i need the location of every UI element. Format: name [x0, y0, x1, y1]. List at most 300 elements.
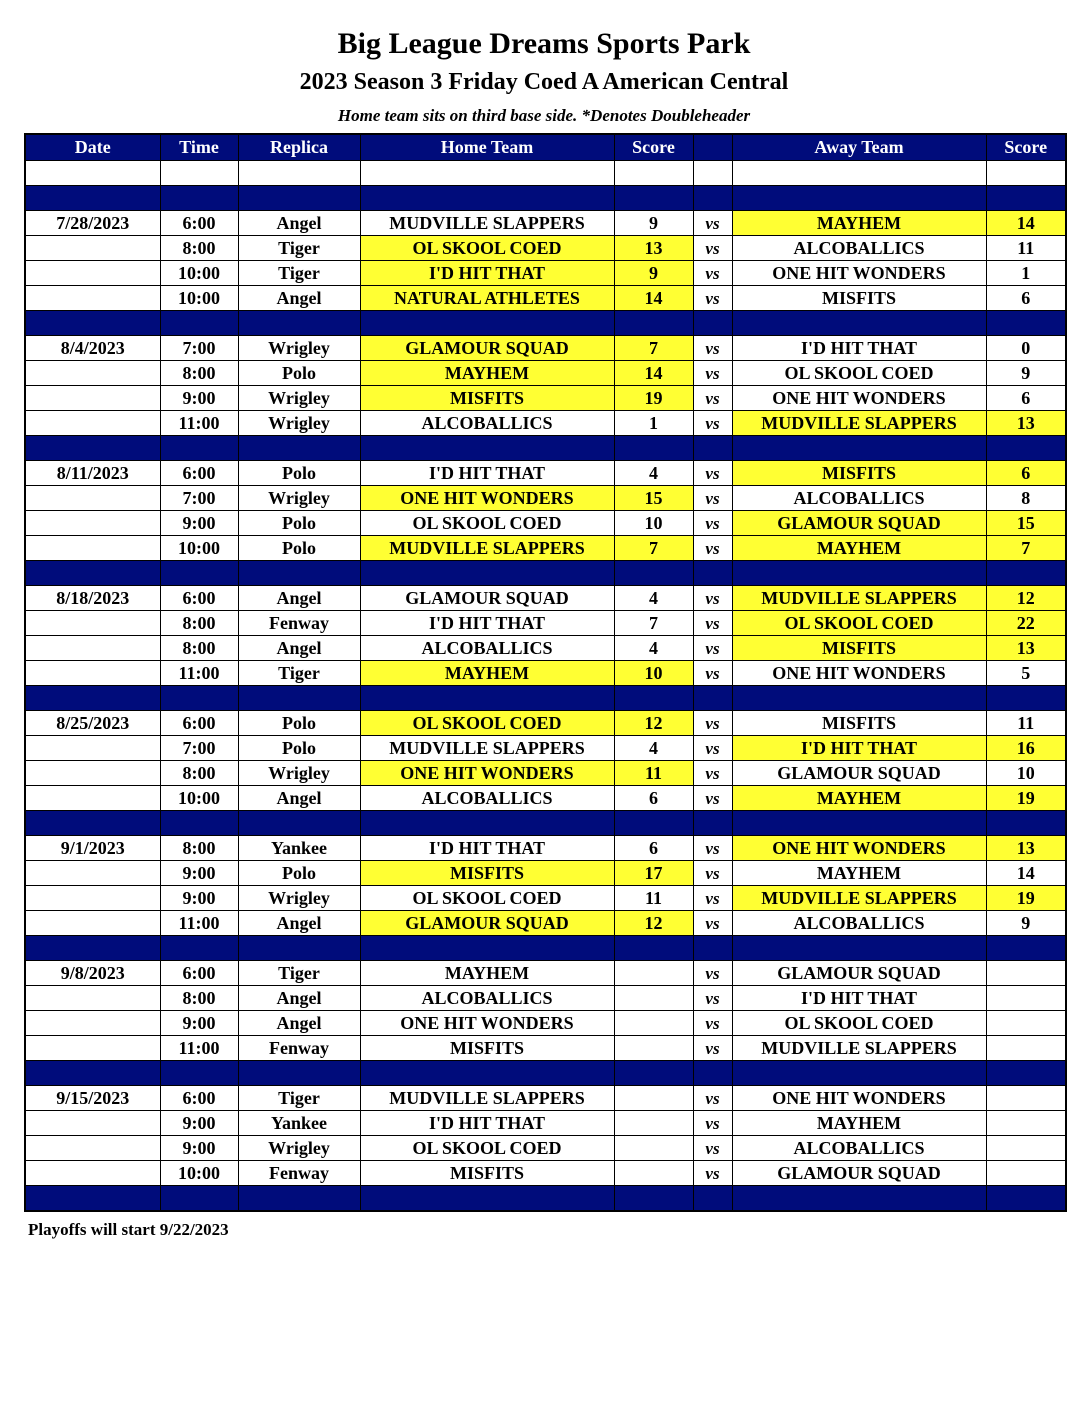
- game-date: 9/15/2023: [25, 1086, 160, 1111]
- home-team: NATURAL ATHLETES: [360, 286, 614, 311]
- week-separator-row-cell: [614, 186, 693, 211]
- spacer-row-cell: [693, 161, 732, 186]
- game-time: 6:00: [160, 461, 238, 486]
- game-date: [25, 1161, 160, 1186]
- game-date: [25, 636, 160, 661]
- game-row: [25, 836, 1066, 861]
- home-team: MUDVILLE SLAPPERS: [360, 1086, 614, 1111]
- game-time: 9:00: [160, 1111, 238, 1136]
- away-team: I'D HIT THAT: [732, 986, 986, 1011]
- home-score: 4: [614, 736, 693, 761]
- week-separator-row: [25, 936, 1066, 961]
- home-score: 4: [614, 461, 693, 486]
- week-separator-row-cell: [693, 811, 732, 836]
- game-replica: Fenway: [238, 1036, 360, 1061]
- away-score: [986, 1136, 1066, 1161]
- away-team: ONE HIT WONDERS: [732, 836, 986, 861]
- away-score: 15: [986, 511, 1066, 536]
- home-team: GLAMOUR SQUAD: [360, 911, 614, 936]
- vs-label: vs: [693, 261, 732, 286]
- week-separator-row-cell: [25, 1186, 160, 1212]
- col-header-vs: [693, 134, 732, 161]
- schedule-table: [24, 133, 1067, 1212]
- game-time: 8:00: [160, 611, 238, 636]
- home-team: MISFITS: [360, 1161, 614, 1186]
- week-separator-row-cell: [25, 686, 160, 711]
- game-replica: Angel: [238, 636, 360, 661]
- away-team: I'D HIT THAT: [732, 336, 986, 361]
- vs-label: vs: [693, 336, 732, 361]
- game-replica: Angel: [238, 786, 360, 811]
- game-replica: Polo: [238, 711, 360, 736]
- away-score: 9: [986, 361, 1066, 386]
- spacer-row-cell: [238, 161, 360, 186]
- week-separator-row-cell: [238, 436, 360, 461]
- spacer-row-cell: [732, 161, 986, 186]
- game-row: [25, 1136, 1066, 1161]
- away-team: MUDVILLE SLAPPERS: [732, 586, 986, 611]
- vs-label: vs: [693, 461, 732, 486]
- away-team: OL SKOOL COED: [732, 1011, 986, 1036]
- game-row: [25, 611, 1066, 636]
- game-time: 10:00: [160, 536, 238, 561]
- away-score: [986, 986, 1066, 1011]
- home-score: 11: [614, 886, 693, 911]
- week-separator-row-cell: [160, 186, 238, 211]
- page-subtitle: 2023 Season 3 Friday Coed A American Central: [299, 69, 789, 95]
- week-separator-row-cell: [732, 686, 986, 711]
- home-team: MAYHEM: [360, 361, 614, 386]
- game-date: [25, 511, 160, 536]
- week-separator-row-cell: [986, 1186, 1066, 1212]
- vs-label: vs: [693, 411, 732, 436]
- week-separator-row-cell: [360, 811, 614, 836]
- col-header-home-score: Score: [614, 134, 693, 161]
- away-score: [986, 1161, 1066, 1186]
- game-replica: Fenway: [238, 611, 360, 636]
- game-row: [25, 861, 1066, 886]
- vs-label: vs: [693, 661, 732, 686]
- away-team: MISFITS: [732, 711, 986, 736]
- vs-label: vs: [693, 736, 732, 761]
- game-row: [25, 261, 1066, 286]
- spacer-row-cell: [160, 161, 238, 186]
- week-separator-row-cell: [614, 311, 693, 336]
- home-team: I'D HIT THAT: [360, 1111, 614, 1136]
- away-score: 12: [986, 586, 1066, 611]
- week-separator-row-cell: [614, 936, 693, 961]
- game-date: 8/18/2023: [25, 586, 160, 611]
- week-separator-row-cell: [986, 186, 1066, 211]
- week-separator-row-cell: [614, 561, 693, 586]
- week-separator-row-cell: [25, 936, 160, 961]
- vs-label: vs: [693, 511, 732, 536]
- game-row: [25, 211, 1066, 236]
- home-score: [614, 1086, 693, 1111]
- week-separator-row-cell: [693, 561, 732, 586]
- week-separator-row-cell: [238, 811, 360, 836]
- game-row: [25, 711, 1066, 736]
- spacer-row: [25, 161, 1066, 186]
- away-team: ALCOBALLICS: [732, 1136, 986, 1161]
- home-team: MISFITS: [360, 386, 614, 411]
- game-replica: Angel: [238, 211, 360, 236]
- vs-label: vs: [693, 386, 732, 411]
- game-row: [25, 486, 1066, 511]
- week-separator-row-cell: [732, 936, 986, 961]
- page-title: Big League Dreams Sports Park: [337, 27, 751, 60]
- week-separator-row-cell: [160, 436, 238, 461]
- away-score: 6: [986, 386, 1066, 411]
- game-time: 9:00: [160, 511, 238, 536]
- home-team: OL SKOOL COED: [360, 236, 614, 261]
- home-score: [614, 1011, 693, 1036]
- game-time: 6:00: [160, 1086, 238, 1111]
- game-time: 10:00: [160, 786, 238, 811]
- week-separator-row-cell: [25, 186, 160, 211]
- home-team: OL SKOOL COED: [360, 1136, 614, 1161]
- home-score: 7: [614, 336, 693, 361]
- game-replica: Wrigley: [238, 486, 360, 511]
- week-separator-row-cell: [238, 311, 360, 336]
- game-row: [25, 586, 1066, 611]
- vs-label: vs: [693, 986, 732, 1011]
- week-separator-row-cell: [693, 311, 732, 336]
- home-score: 17: [614, 861, 693, 886]
- game-date: 8/11/2023: [25, 461, 160, 486]
- vs-label: vs: [693, 1161, 732, 1186]
- schedule-note: Home team sits on third base side. *Denotes Doubleheader: [337, 106, 751, 125]
- home-team: ALCOBALLICS: [360, 786, 614, 811]
- game-date: [25, 1011, 160, 1036]
- away-team: GLAMOUR SQUAD: [732, 1161, 986, 1186]
- home-score: [614, 1136, 693, 1161]
- vs-label: vs: [693, 636, 732, 661]
- home-score: 12: [614, 911, 693, 936]
- game-replica: Wrigley: [238, 1136, 360, 1161]
- home-team: I'D HIT THAT: [360, 461, 614, 486]
- away-team: MAYHEM: [732, 786, 986, 811]
- week-separator-row-cell: [732, 1186, 986, 1212]
- away-team: ONE HIT WONDERS: [732, 386, 986, 411]
- away-team: MAYHEM: [732, 536, 986, 561]
- week-separator-row-cell: [986, 311, 1066, 336]
- game-time: 9:00: [160, 1136, 238, 1161]
- away-score: [986, 1011, 1066, 1036]
- week-separator-row: [25, 1186, 1066, 1212]
- game-replica: Yankee: [238, 1111, 360, 1136]
- away-score: [986, 1036, 1066, 1061]
- vs-label: vs: [693, 486, 732, 511]
- game-date: 8/4/2023: [25, 336, 160, 361]
- home-team: I'D HIT THAT: [360, 611, 614, 636]
- game-date: [25, 886, 160, 911]
- game-row: [25, 886, 1066, 911]
- away-score: 11: [986, 711, 1066, 736]
- home-score: 14: [614, 286, 693, 311]
- game-date: 9/8/2023: [25, 961, 160, 986]
- vs-label: vs: [693, 911, 732, 936]
- game-replica: Angel: [238, 1011, 360, 1036]
- away-score: 7: [986, 536, 1066, 561]
- week-separator-row-cell: [238, 561, 360, 586]
- vs-label: vs: [693, 886, 732, 911]
- home-team: MUDVILLE SLAPPERS: [360, 736, 614, 761]
- home-score: [614, 961, 693, 986]
- game-time: 9:00: [160, 1011, 238, 1036]
- game-row: [25, 286, 1066, 311]
- vs-label: vs: [693, 536, 732, 561]
- game-date: [25, 411, 160, 436]
- vs-label: vs: [693, 786, 732, 811]
- vs-label: vs: [693, 1036, 732, 1061]
- away-score: 0: [986, 336, 1066, 361]
- vs-label: vs: [693, 1086, 732, 1111]
- game-time: 10:00: [160, 1161, 238, 1186]
- game-replica: Wrigley: [238, 411, 360, 436]
- game-date: 7/28/2023: [25, 211, 160, 236]
- game-row: [25, 461, 1066, 486]
- game-row: [25, 786, 1066, 811]
- game-date: [25, 236, 160, 261]
- home-team: ALCOBALLICS: [360, 411, 614, 436]
- col-header-time: Time: [160, 134, 238, 161]
- away-team: OL SKOOL COED: [732, 611, 986, 636]
- home-score: 12: [614, 711, 693, 736]
- week-separator-row-cell: [238, 1061, 360, 1086]
- game-replica: Tiger: [238, 1086, 360, 1111]
- col-header-away-score: Score: [986, 134, 1066, 161]
- away-score: 16: [986, 736, 1066, 761]
- game-row: [25, 1011, 1066, 1036]
- vs-label: vs: [693, 236, 732, 261]
- game-row: [25, 736, 1066, 761]
- away-team: MAYHEM: [732, 1111, 986, 1136]
- game-date: [25, 786, 160, 811]
- home-team: MISFITS: [360, 1036, 614, 1061]
- spacer-row-cell: [360, 161, 614, 186]
- game-time: 7:00: [160, 486, 238, 511]
- away-team: OL SKOOL COED: [732, 361, 986, 386]
- vs-label: vs: [693, 711, 732, 736]
- away-team: MUDVILLE SLAPPERS: [732, 1036, 986, 1061]
- game-date: [25, 1111, 160, 1136]
- game-time: 9:00: [160, 386, 238, 411]
- week-separator-row-cell: [160, 311, 238, 336]
- week-separator-row-cell: [732, 186, 986, 211]
- week-separator-row-cell: [693, 1061, 732, 1086]
- away-score: 9: [986, 911, 1066, 936]
- away-team: ALCOBALLICS: [732, 486, 986, 511]
- home-team: MUDVILLE SLAPPERS: [360, 536, 614, 561]
- home-team: MISFITS: [360, 861, 614, 886]
- week-separator-row-cell: [614, 1186, 693, 1212]
- week-separator-row: [25, 811, 1066, 836]
- home-score: 13: [614, 236, 693, 261]
- game-date: 8/25/2023: [25, 711, 160, 736]
- week-separator-row-cell: [360, 936, 614, 961]
- away-team: MAYHEM: [732, 861, 986, 886]
- week-separator-row-cell: [160, 936, 238, 961]
- home-score: 7: [614, 611, 693, 636]
- game-time: 10:00: [160, 261, 238, 286]
- away-team: GLAMOUR SQUAD: [732, 961, 986, 986]
- away-score: 1: [986, 261, 1066, 286]
- week-separator-row-cell: [986, 811, 1066, 836]
- game-row: [25, 1086, 1066, 1111]
- game-time: 6:00: [160, 586, 238, 611]
- home-team: MAYHEM: [360, 661, 614, 686]
- week-separator-row-cell: [986, 436, 1066, 461]
- week-separator-row-cell: [693, 436, 732, 461]
- game-row: [25, 761, 1066, 786]
- game-replica: Yankee: [238, 836, 360, 861]
- game-time: 9:00: [160, 886, 238, 911]
- game-row: [25, 511, 1066, 536]
- game-time: 8:00: [160, 761, 238, 786]
- away-team: GLAMOUR SQUAD: [732, 511, 986, 536]
- game-row: [25, 911, 1066, 936]
- col-header-away-team: Away Team: [732, 134, 986, 161]
- game-time: 10:00: [160, 286, 238, 311]
- week-separator-row: [25, 561, 1066, 586]
- away-score: 14: [986, 211, 1066, 236]
- game-replica: Wrigley: [238, 386, 360, 411]
- game-time: 8:00: [160, 986, 238, 1011]
- week-separator-row-cell: [160, 561, 238, 586]
- game-row: [25, 1036, 1066, 1061]
- game-replica: Tiger: [238, 261, 360, 286]
- game-row: [25, 1161, 1066, 1186]
- game-date: [25, 1036, 160, 1061]
- home-team: ONE HIT WONDERS: [360, 761, 614, 786]
- week-separator-row-cell: [614, 436, 693, 461]
- vs-label: vs: [693, 836, 732, 861]
- week-separator-row-cell: [732, 1061, 986, 1086]
- game-date: [25, 736, 160, 761]
- week-separator-row-cell: [25, 811, 160, 836]
- game-row: [25, 386, 1066, 411]
- spacer-row-cell: [986, 161, 1066, 186]
- game-replica: Angel: [238, 586, 360, 611]
- vs-label: vs: [693, 286, 732, 311]
- week-separator-row-cell: [614, 686, 693, 711]
- game-replica: Angel: [238, 286, 360, 311]
- week-separator-row-cell: [986, 561, 1066, 586]
- game-replica: Wrigley: [238, 761, 360, 786]
- playoffs-note: Playoffs will start 9/22/2023: [28, 1220, 229, 1239]
- away-score: 19: [986, 886, 1066, 911]
- vs-label: vs: [693, 761, 732, 786]
- away-team: MUDVILLE SLAPPERS: [732, 411, 986, 436]
- game-date: [25, 261, 160, 286]
- game-replica: Angel: [238, 911, 360, 936]
- home-team: GLAMOUR SQUAD: [360, 336, 614, 361]
- home-team: OL SKOOL COED: [360, 711, 614, 736]
- week-separator-row: [25, 186, 1066, 211]
- home-score: [614, 1161, 693, 1186]
- game-time: 6:00: [160, 961, 238, 986]
- week-separator-row-cell: [160, 686, 238, 711]
- away-score: 19: [986, 786, 1066, 811]
- home-team: MUDVILLE SLAPPERS: [360, 211, 614, 236]
- away-team: MAYHEM: [732, 211, 986, 236]
- game-date: [25, 761, 160, 786]
- game-time: 11:00: [160, 411, 238, 436]
- game-row: [25, 411, 1066, 436]
- game-replica: Angel: [238, 986, 360, 1011]
- game-date: [25, 661, 160, 686]
- game-row: [25, 536, 1066, 561]
- week-separator-row-cell: [360, 436, 614, 461]
- away-score: 13: [986, 636, 1066, 661]
- week-separator-row-cell: [360, 1061, 614, 1086]
- away-team: ALCOBALLICS: [732, 911, 986, 936]
- game-row: [25, 636, 1066, 661]
- game-replica: Polo: [238, 361, 360, 386]
- week-separator-row-cell: [732, 436, 986, 461]
- week-separator-row-cell: [25, 1061, 160, 1086]
- col-header-home-team: Home Team: [360, 134, 614, 161]
- game-time: 8:00: [160, 361, 238, 386]
- home-score: 9: [614, 211, 693, 236]
- col-header-date: Date: [25, 134, 160, 161]
- game-date: [25, 861, 160, 886]
- away-score: [986, 1086, 1066, 1111]
- game-replica: Tiger: [238, 236, 360, 261]
- home-score: 19: [614, 386, 693, 411]
- week-separator-row-cell: [732, 561, 986, 586]
- col-header-replica: Replica: [238, 134, 360, 161]
- week-separator-row-cell: [986, 686, 1066, 711]
- game-time: 8:00: [160, 836, 238, 861]
- schedule-body: [25, 161, 1066, 1212]
- home-score: 15: [614, 486, 693, 511]
- vs-label: vs: [693, 361, 732, 386]
- home-team: ALCOBALLICS: [360, 986, 614, 1011]
- away-score: 11: [986, 236, 1066, 261]
- week-separator-row-cell: [614, 1061, 693, 1086]
- game-date: [25, 911, 160, 936]
- game-replica: Polo: [238, 511, 360, 536]
- vs-label: vs: [693, 1111, 732, 1136]
- away-team: I'D HIT THAT: [732, 736, 986, 761]
- home-score: 11: [614, 761, 693, 786]
- home-score: 10: [614, 511, 693, 536]
- week-separator-row: [25, 686, 1066, 711]
- away-team: MISFITS: [732, 461, 986, 486]
- away-score: 13: [986, 411, 1066, 436]
- game-time: 6:00: [160, 711, 238, 736]
- home-score: [614, 1111, 693, 1136]
- vs-label: vs: [693, 1136, 732, 1161]
- week-separator-row-cell: [160, 1186, 238, 1212]
- week-separator-row-cell: [238, 1186, 360, 1212]
- away-team: ONE HIT WONDERS: [732, 1086, 986, 1111]
- vs-label: vs: [693, 611, 732, 636]
- away-team: GLAMOUR SQUAD: [732, 761, 986, 786]
- header-row: [25, 134, 1066, 161]
- week-separator-row-cell: [25, 436, 160, 461]
- week-separator-row-cell: [693, 186, 732, 211]
- game-replica: Tiger: [238, 961, 360, 986]
- away-team: MISFITS: [732, 286, 986, 311]
- spacer-row-cell: [614, 161, 693, 186]
- week-separator-row-cell: [693, 686, 732, 711]
- game-replica: Polo: [238, 736, 360, 761]
- away-score: 8: [986, 486, 1066, 511]
- home-score: 4: [614, 586, 693, 611]
